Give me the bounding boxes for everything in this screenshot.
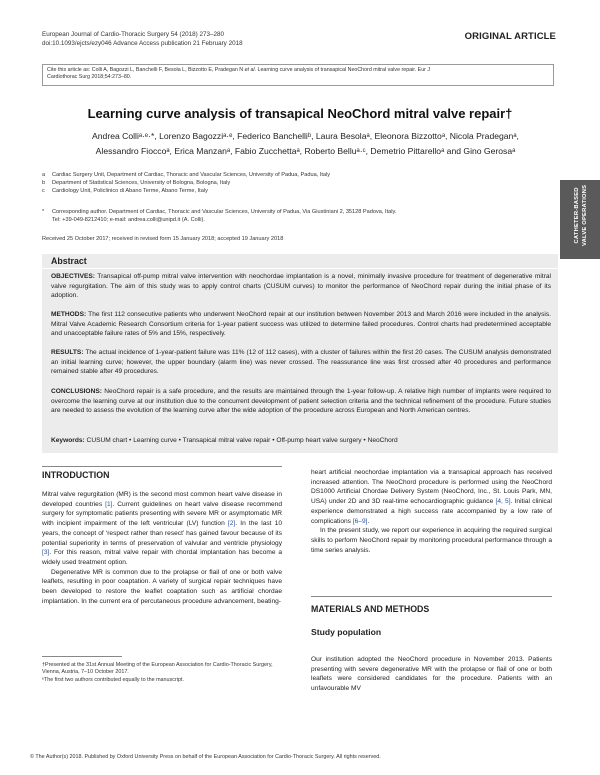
ref-link[interactable]: [6–9] — [352, 517, 368, 525]
ref-link[interactable]: [1] — [105, 500, 113, 508]
section-side-tab — [560, 180, 600, 259]
affiliation-text: Department of Statistical Sciences, University of Bologna, Bologna, Italy — [52, 180, 231, 186]
cite-text-1: Cite this article as: Colli A, Bagozzi L, Banchelli F, Besola L, Bizzotto E, Pradegan N — [47, 67, 245, 73]
intro-p3-b: . Initial clinical experience demonstrated a high success rate accompanied by a low rate of complications — [311, 498, 552, 525]
methods-label: METHODS: — [51, 311, 87, 318]
affiliation-a — [42, 172, 330, 180]
author-line-1: Andrea Colliᵃ·ᵉ·*, Lorenzo Bagozziᵃ·ᵉ, Federico Banchelliᵇ, Laura Besolaᵃ, Eleonora Bizzottoᵃ, Nicola Pradeganᵃ, — [92, 131, 519, 141]
footnote-presented: †Presented at the 31st Annual Meeting of the European Association for Cardio-Thoracic Surgery, Vienna, Austria, 7–10 October 2017. — [42, 662, 273, 676]
ref-link[interactable]: [4, 5] — [495, 498, 511, 506]
footnote-equal-contribution: ᵉThe first two authors contributed equally to the manuscript. — [42, 676, 184, 683]
abstract-methods — [51, 310, 551, 339]
corresponding-author — [42, 209, 396, 217]
intro-p1-c: . In the last 10 years, the concept of ‘respect rather than resect’ has gained favour because of its potential superiority in terms of preservation of valvular and ventricle physiology — [42, 520, 282, 547]
abstract-results — [51, 348, 551, 377]
introduction-rule — [42, 466, 282, 467]
abstract-objectives — [51, 272, 551, 301]
footnote-rule — [42, 656, 122, 657]
ref-link[interactable]: [2] — [227, 520, 236, 528]
intro-p1-b: . Current guidelines on heart valve disease recommend surgery for symptomatic patients presenting with severe MR or asymptomatic MR with incipient impairment of the left ventricular (LV) function — [42, 500, 282, 528]
intro-paragraph-4: In the present study, we report our experience in acquiring the required surgical skills to perform NeoChord repair by monitoring procedural performance through a time series analysis. — [311, 527, 552, 554]
keywords-text: CUSUM chart • Learning curve • Transapical mitral valve repair • Off-pump heart valve surgery • NeoChord — [84, 437, 398, 444]
conclusions-text: NeoChord repair is a safe procedure, and the results are maintained through the 1-year follow-up. A relative high number of implants were required to overcome the learning curve at our institution due to the concurrent development of patient selection criteria and the technical refinement of the procedure. Future studies are needed to assess the evolution of the learning curve after the wide adoption of the procedure across European and North American centres. — [51, 388, 551, 414]
journal-citation-line: European Journal of Cardio-Thoracic Surgery 54 (2018) 273–280 — [42, 31, 225, 38]
corresponding-contact: Tel: +39-049-8212410; e-mail: andrea.colli@unipd.it (A. Colli). — [52, 217, 205, 223]
doi-line: doi:10.1093/ejcts/ezy046 Advance Access publication 21 February 2018 — [42, 40, 243, 47]
affiliation-text: Cardiology Unit, Policlinico di Abano Terme, Abano Terme, Italy — [52, 188, 208, 194]
results-label: RESULTS: — [51, 349, 84, 356]
affiliation-text: Cardiac Surgery Unit, Department of Cardiac, Thoracic and Vascular Sciences, University of Padua, Padua, Italy — [52, 172, 331, 178]
methods-text: The first 112 consecutive patients who underwent NeoChord repair at our institution between November 2013 and March 2016 were included in the analysis. Mitral Valve Academic Research Consortium criteria for 1-year patient success was utilized to determine failed procedures. Control charts had predetermined acceptable and unacceptable failure rates of 5% and 15%, respectively. — [51, 311, 551, 337]
objectives-label: OBJECTIVES: — [51, 273, 95, 280]
side-tab-line-1: CATHETER-BASED — [574, 187, 580, 244]
cite-et-al: et al. — [244, 67, 257, 73]
study-population-heading: Study population — [311, 627, 382, 637]
intro-paragraph-2: Degenerative MR is common due to the prolapse or flail of one or both valve leaflets, resulting in poor coaptation. A variety of surgical repair techniques have been developed to restore the leaflet coaptation such as artificial chordae implantation. In the current era of percutaneous procedure advancement, beating- — [42, 568, 282, 605]
author-line-2: Alessandro Fioccoᵃ, Erica Manzanᵃ, Fabio Zucchettaᵃ, Roberto Belluᵃ·ᶜ, Demetrio Pittarelloᵃ and Gino Gerosaᵃ — [95, 146, 516, 156]
footnotes — [42, 662, 277, 684]
intro-p1-a: Mitral valve regurgitation (MR) is the second most common heart valve disease in developed countries — [42, 491, 282, 508]
abstract-conclusions — [51, 387, 551, 416]
corresponding-mark: * — [42, 209, 45, 215]
methods-rule — [311, 596, 552, 597]
intro-paragraph-1 — [42, 490, 282, 568]
article-title: Learning curve analysis of transapical NeoChord mitral valve repair† — [87, 106, 513, 121]
methods-paragraph-1: Our institution adopted the NeoChord procedure in November 2013. Patients presenting with severe degenerative MR with the prolapse or flail of one or both leaflets were considered candidates for the procedure. Patients with an unfavourable MV — [311, 656, 552, 693]
article-type-label: ORIGINAL ARTICLE — [464, 31, 556, 42]
affiliation-c — [42, 188, 208, 196]
intro-p3-c: . — [367, 517, 370, 525]
copyright-line: © The Author(s) 2018. Published by Oxford University Press on behalf of the European Association for Cardio-Thoracic Surgery. All rights reserved. — [30, 754, 381, 760]
intro-p1-d: . For this reason, mitral valve repair with chordal implantation has become a widely used treatment option. — [42, 549, 282, 566]
affiliation-mark: b — [42, 180, 46, 186]
introduction-right-column — [311, 468, 552, 555]
intro-paragraph-3 — [311, 468, 552, 526]
methods-heading: MATERIALS AND METHODS — [311, 604, 430, 614]
cite-text-line-2: Cardiothorac Surg 2018;54:273–80. — [47, 74, 132, 80]
affiliation-b — [42, 180, 230, 188]
introduction-left-column — [42, 490, 282, 606]
abstract-heading: Abstract — [51, 256, 87, 266]
intro-p3-a: heart artificial neochordae implantation via a transapical approach has received increased attention. The NeoChord procedure is performed using the NeoChord DS1000 Artificial Chordae Delivery System (NeoChord, Inc., St. Louis Park, MN, USA) under 2D and 3D real-time echocardiographic guidance — [311, 469, 552, 506]
keywords — [51, 437, 551, 444]
objectives-text: Transapical off-pump mitral valve intervention with neochordae implantation is a novel, minimally invasive procedure for treatment of degenerative mitral valve regurgitation. The aim of this study was to apply control charts (CUSUM curves) to monitor the performance of NeoChord repair during the initial phase of its adoption. — [51, 273, 551, 299]
received-dates: Received 25 October 2017; received in revised form 15 January 2018; accepted 19 January 2018 — [42, 236, 284, 242]
conclusions-label: CONCLUSIONS: — [51, 388, 102, 395]
abstract-divider — [42, 268, 558, 269]
keywords-label: Keywords: — [51, 437, 85, 444]
cite-text-2: Learning curve analysis of transapical NeoChord mitral valve repair. Eur J — [256, 67, 431, 73]
affiliation-mark: a — [42, 172, 46, 178]
side-tab-line-2: VALVE OPERATIONS — [581, 184, 588, 246]
introduction-heading: INTRODUCTION — [42, 470, 110, 480]
ref-link[interactable]: [3] — [42, 549, 50, 557]
affiliation-mark: c — [42, 188, 45, 194]
cite-box — [42, 64, 554, 86]
corresponding-line-1: Corresponding author. Department of Cardiac, Thoracic and Vascular Sciences, University of Padua, Via Giustiniani 2, 35128 Padova, Italy. — [52, 209, 397, 215]
results-text: The actual incidence of 1-year-patient failure was 11% (12 of 112 cases), with a cluster of failures within the first 20 cases. The CUSUM analysis demonstrated an initial learning curve; however, the upper boundary (alarm line) was never crossed. The reassurance line was first crossed after 40 procedures and performance remained stable after 49 procedures. — [51, 349, 551, 375]
author-list — [68, 129, 543, 159]
